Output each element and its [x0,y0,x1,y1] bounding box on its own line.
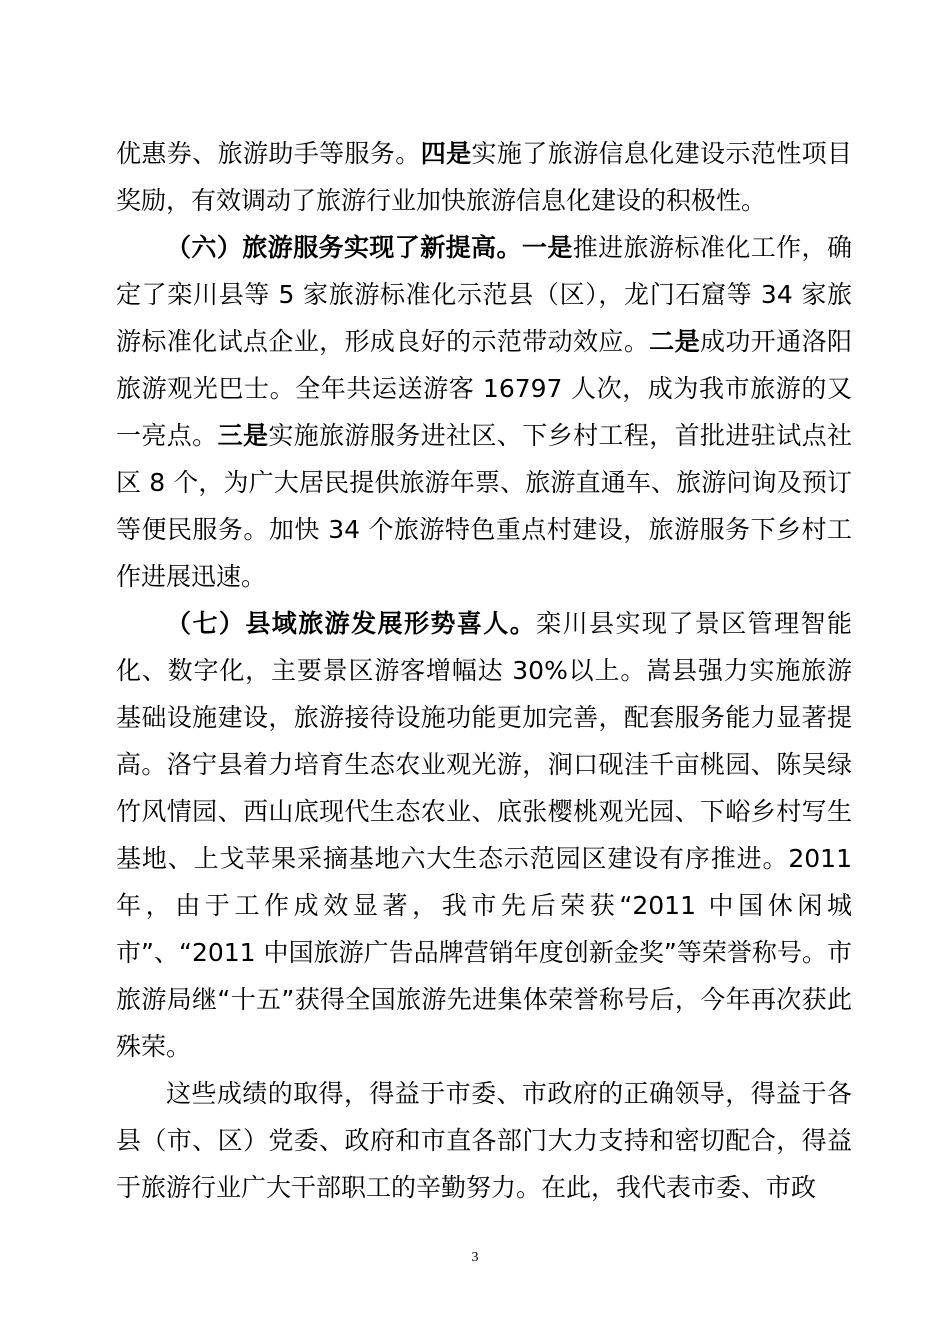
text-run: 栾川县实现了景区管理智能化、数字化，主要景区游客增幅达 30%以上。嵩县强力实施旅游基础设施建设，旅游接待设施功能更加完善，配套服务能力显著提高。洛宁县着力培育生态农业观光游，涧口砚洼千亩桃园、陈吴绿竹风情园、西山底现代生态农业、底张樱桃观光园、下峪乡村写生基地、上戈苹果采摘基地六大生态示范园区建设有序推进。2011 年，由于工作成效显著，我市先后荣获“2011 中国休闲城市”、“2011 中国旅游广告品牌营销年度创新金奖”等荣誉称号。市旅游局继“十五”获得全国旅游先进集体荣誉称号后，今年再次获此殊荣。 [116,609,852,1061]
text-run-bold: 三是 [217,421,269,450]
paragraph-1 [116,130,852,224]
section-heading-seven: （七）县域旅游发展形势喜人。 [166,609,537,638]
text-run: 这些成绩的取得，得益于市委、市政府的正确领导，得益于各县（市、区）党委、政府和市直各部门大力支持和密切配合，得益于旅游行业广大干部职工的辛勤努力。在此，我代表市委、市政 [116,1079,852,1202]
text-run: 成功开通洛阳旅游观光巴士。全年共运送游客 16797 人次，成为我市旅游的又一亮点。 [116,327,852,450]
section-heading-six: （六）旅游服务实现了新提高。 [166,233,522,262]
text-run: 推进旅游标准化工作，确定了栾川县等 5 家旅游标准化示范县（区），龙门石窟等 34 家旅游标准化试点企业，形成良好的示范带动效应。 [116,233,852,356]
text-run-bold: 一是 [521,233,573,262]
text-run: 实施旅游服务进社区、下乡村工程，首批进驻试点社区 8 个，为广大居民提供旅游年票、旅游直通车、旅游问询及预订等便民服务。加快 34 个旅游特色重点村建设，旅游服务下乡村工作进展迅速。 [116,421,852,591]
page-number: 3 [471,1250,479,1265]
text-run: 实施了旅游信息化建设示范性项目奖励，有效调动了旅游行业加快旅游信息化建设的积极性。 [116,139,852,215]
paragraph-2 [116,224,852,600]
body-text [116,130,852,1211]
paragraph-4 [116,1070,852,1211]
text-run: 优惠券、旅游助手等服务。 [116,139,421,168]
text-run-bold: 四是 [420,139,472,168]
text-run-bold: 二是 [649,327,701,356]
paragraph-3 [116,600,852,1070]
